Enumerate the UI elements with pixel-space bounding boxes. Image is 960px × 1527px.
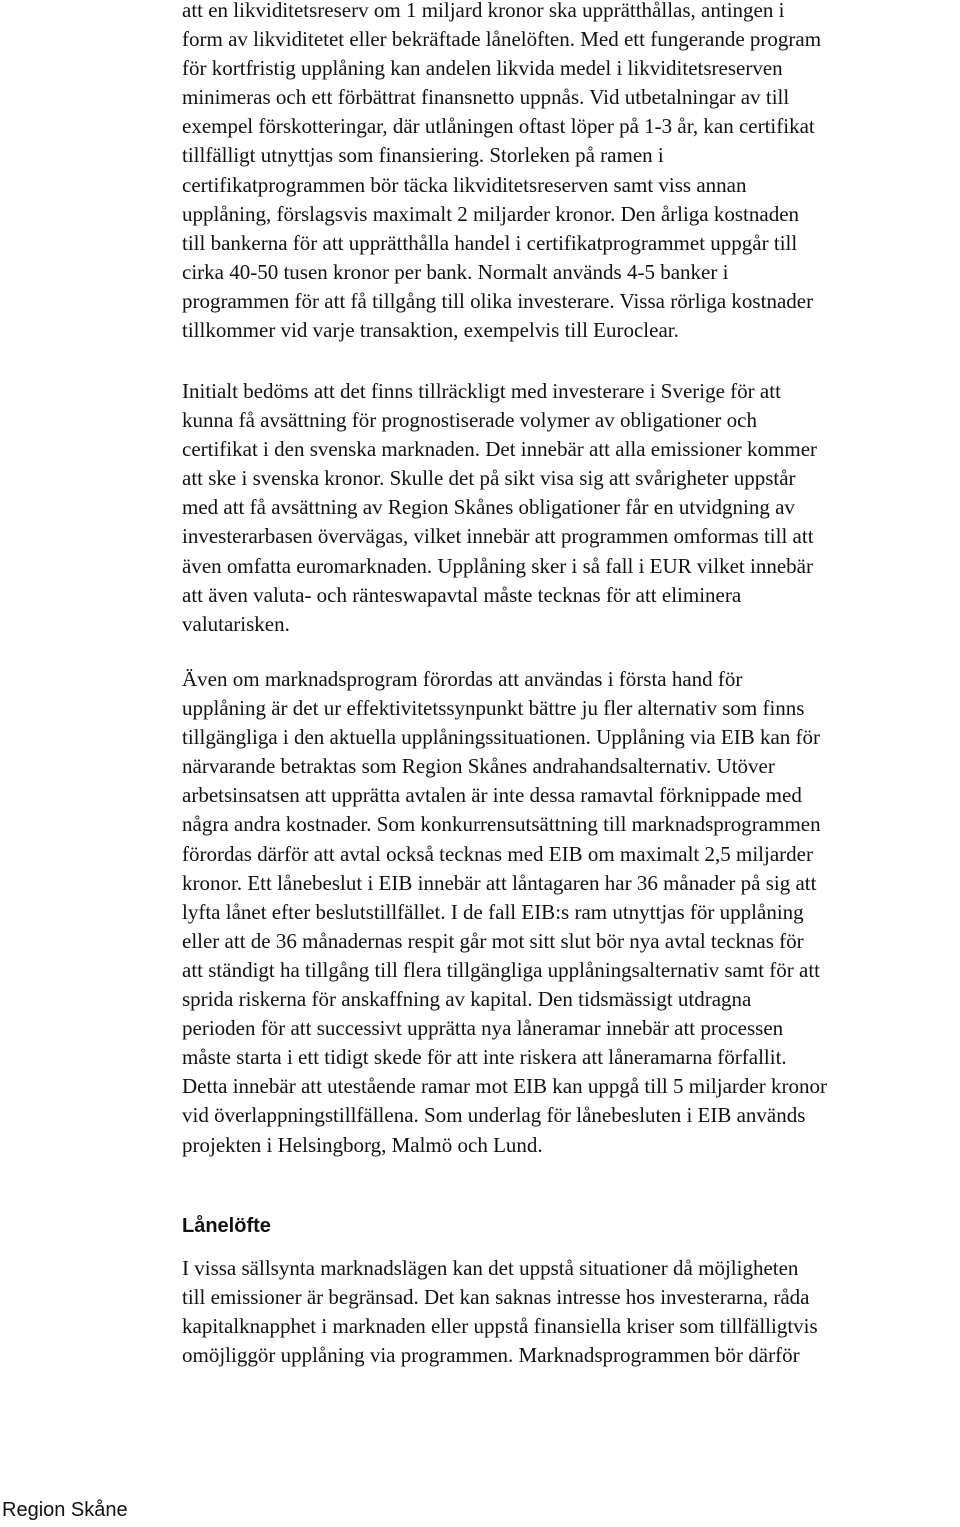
body-paragraph-liquidity: att en likviditetsreserv om 1 miljard kronor ska upprätthållas, antingen i form av likviditetet eller bekräftade lånelöften. Med ett fungerande program för kortfristig upplåning kan andelen likvida medel i likviditetsreserven minimeras och ett förbättrat finansnetto uppnås. Vid utbetalningar av till exempel förskotteringar, där utlåningen oftast löper på 1-3 år, kan certifikat tillfälligt utnyttjas som finansiering. Storleken på ramen i certifikatprogrammen bör täcka likviditetsreserven samt viss annan upplåning, förslagsvis maximalt 2 miljarder kronor. Den årliga kostnaden till bankerna för att upprätthålla handel i certifikatprogrammet uppgår till cirka 40-50 tusen kronor per bank. Normalt används 4-5 banker i programmen för att få tillgång till olika investerare. Vissa rörliga kostnader tillkommer vid varje transaktion, exempelvis till Euroclear. [182, 0, 822, 343]
body-paragraph-lanelofte: I vissa sällsynta marknadslägen kan det uppstå situationer då möjligheten till emissioner är begränsad. Det kan saknas intresse hos investerarna, råda kapitalknapphet i marknaden eller uppstå finansiella kriser som tillfälligtvis omöjliggör upplåning via programmen. Marknadsprogrammen bör därför [182, 1256, 818, 1368]
page-footer: Region Skåne [2, 1499, 128, 1521]
section-heading: Lånelöfte [182, 1215, 271, 1237]
body-paragraph-eib: Även om marknadsprogram förordas att användas i första hand för upplåning är det ur effektivitetssynpunkt bättre ju fler alternativ som finns tillgängliga i den aktuella upplåningssituationen. Upplåning via EIB kan för närvarande betraktas som Region Skånes andrahandsalternativ. Utöver arbetsinsatsen att upprätta avtalen är inte dessa ramavtal förknippade med några andra kostnader. Som konkurrensutsättning till marknadsprogrammen förordas därför att avtal också tecknas med EIB om maximalt 2,5 miljarder kronor. Ett lånebeslut i EIB innebär att låntagaren har 36 månader på sig att lyfta lånet efter beslutstillfället. I de fall EIB:s ram utnyttjas för upplåning eller att de 36 månadernas respit går mot sitt slut bör nya avtal tecknas för att ständigt ha tillgång till flera tillgängliga upplåningsalternativ samt för att sprida riskerna för anskaffning av kapital. Den tidsmässigt utdragna perioden för att successivt upprätta nya låneramar innebär att processen måste starta i ett tidigt skede för att inte riskera att låneramarna förfallit. Detta innebär att utestående ramar mot EIB kan uppgå till 5 miljarder kronor vid överlappningstillfällena. Som underlag för lånebesluten i EIB används projekten i Helsingborg, Malmö och Lund. [182, 667, 827, 1157]
body-paragraph-investors: Initialt bedöms att det finns tillräckligt med investerare i Sverige för att kunna få avsättning för prognostiserade volymer av obligationer och certifikat i den svenska marknaden. Det innebär att alla emissioner kommer att ske i svenska kronor. Skulle det på sikt visa sig att svårigheter uppstår med att få avsättning av Region Skånes obligationer får en utvidgning av investerarbasen övervägas, vilket innebär att programmen omformas till att även omfatta euromarknaden. Upplåning sker i så fall i EUR vilket innebär att även valuta- och ränteswapavtal måste tecknas för att eliminera valutarisken. [182, 379, 818, 636]
